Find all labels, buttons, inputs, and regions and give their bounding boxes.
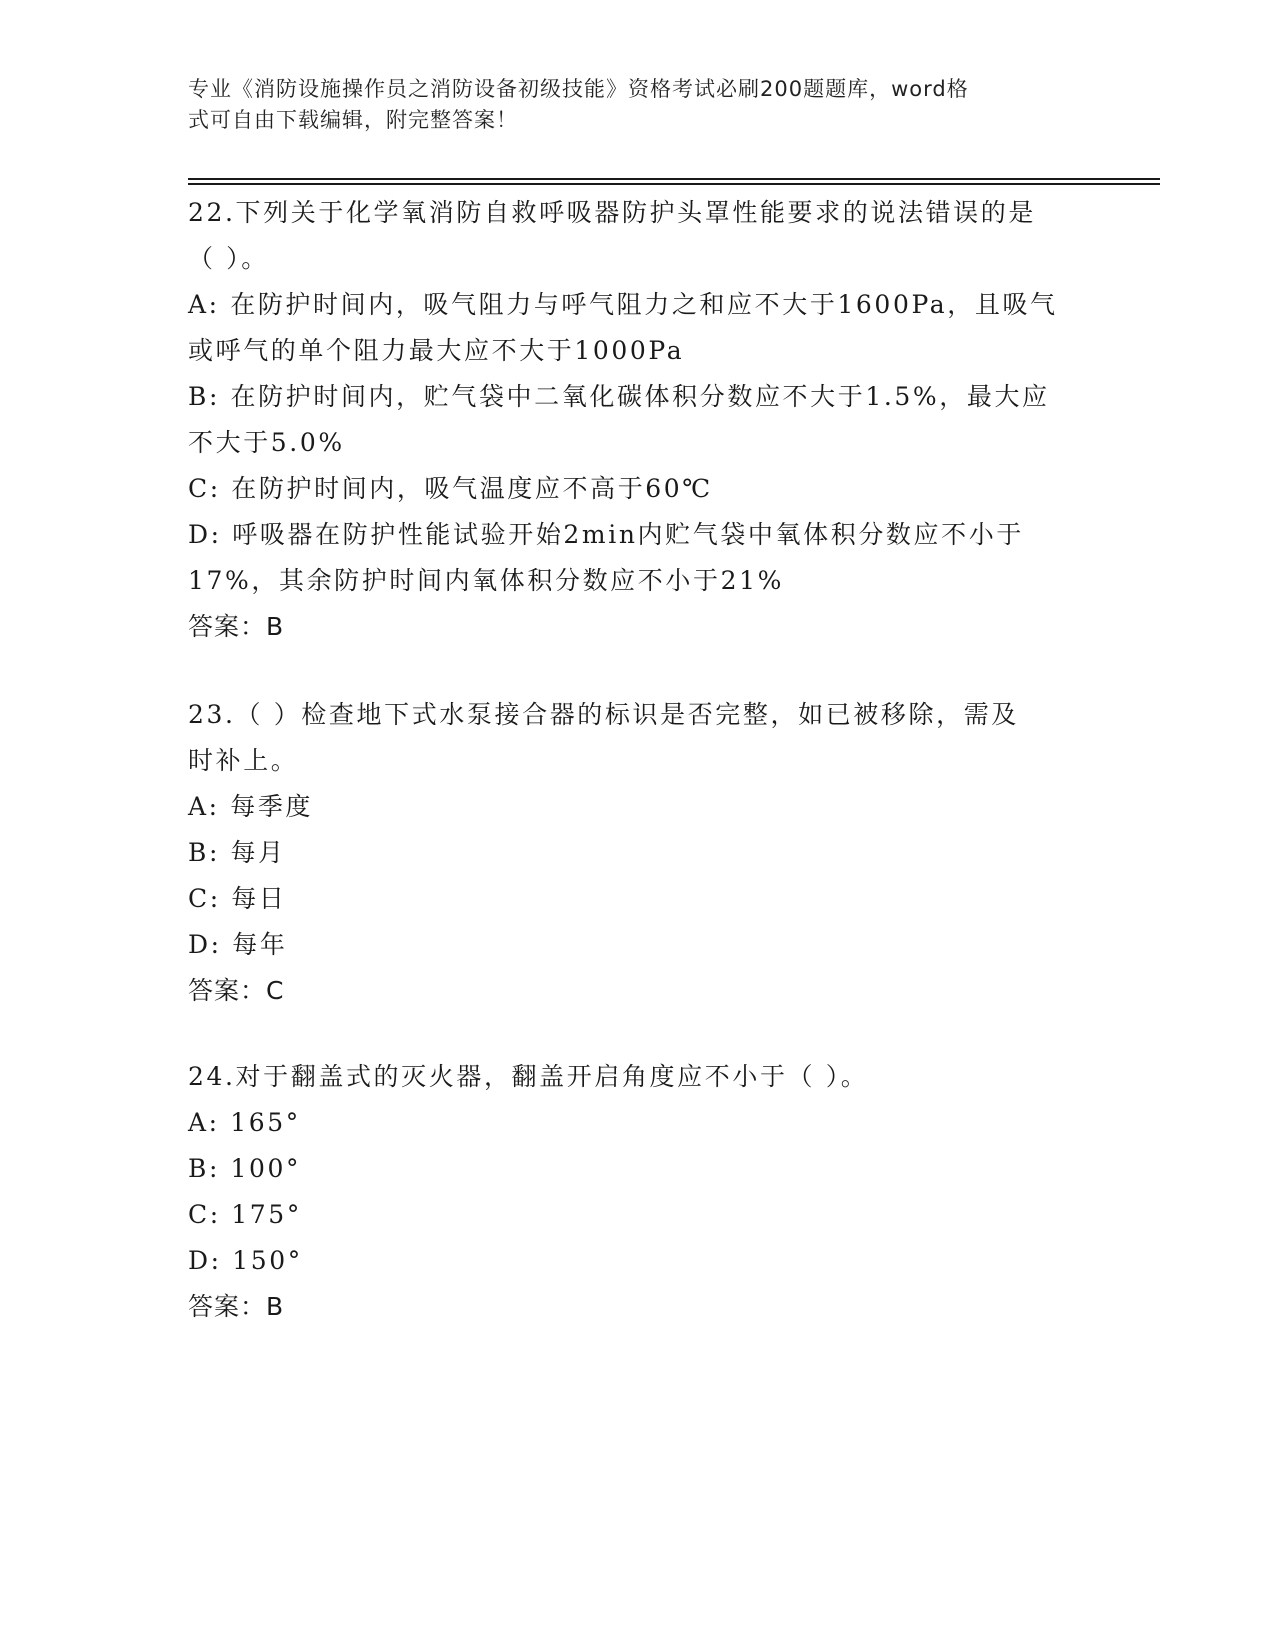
question-stem-continued: 时补上。 xyxy=(188,746,299,775)
option-a-continued: 或呼气的单个阻力最大应不大于1000Pa xyxy=(188,336,685,365)
header-line-2: 式可自由下载编辑，附完整答案！ xyxy=(188,108,518,132)
document-header xyxy=(188,74,1088,136)
option-b: B: 100° xyxy=(188,1154,302,1183)
option-c: C: 175° xyxy=(188,1200,302,1229)
option-c: C: 在防护时间内，吸气温度应不高于60℃ xyxy=(188,474,713,503)
option-d: D: 呼吸器在防护性能试验开始2min内贮气袋中氧体积分数应不小于 xyxy=(188,520,1024,549)
question-stem: 24.对于翻盖式的灭火器，翻盖开启角度应不小于（ ）。 xyxy=(188,1062,869,1091)
question-stem: 23.（ ）检查地下式水泵接合器的标识是否完整，如已被移除，需及 xyxy=(188,700,1019,729)
answer: 答案：B xyxy=(188,612,285,641)
header-divider-top xyxy=(188,178,1160,180)
question-22 xyxy=(188,190,1088,650)
question-stem: 22.下列关于化学氧消防自救呼吸器防护头罩性能要求的说法错误的是 xyxy=(188,198,1036,227)
header-line-1: 专业《消防设施操作员之消防设备初级技能》资格考试必刷200题题库，word格 xyxy=(188,77,969,101)
header-divider-bottom xyxy=(188,183,1160,185)
option-a: A: 在防护时间内，吸气阻力与呼气阻力之和应不大于1600Pa，且吸气 xyxy=(188,290,1058,319)
question-24 xyxy=(188,1054,1088,1330)
option-d: D: 每年 xyxy=(188,930,288,959)
option-a: A: 每季度 xyxy=(188,792,314,821)
answer: 答案：C xyxy=(188,976,285,1005)
option-b: B: 在防护时间内，贮气袋中二氧化碳体积分数应不大于1.5%，最大应 xyxy=(188,382,1050,411)
option-b: B: 每月 xyxy=(188,838,286,867)
option-a: A: 165° xyxy=(188,1108,301,1137)
option-b-continued: 不大于5.0% xyxy=(188,428,345,457)
answer: 答案：B xyxy=(188,1292,285,1321)
option-c: C: 每日 xyxy=(188,884,287,913)
option-d-continued: 17%，其余防护时间内氧体积分数应不小于21% xyxy=(188,566,784,595)
option-d: D: 150° xyxy=(188,1246,303,1275)
question-23 xyxy=(188,692,1088,1014)
question-stem-continued: （ ）。 xyxy=(188,244,269,273)
